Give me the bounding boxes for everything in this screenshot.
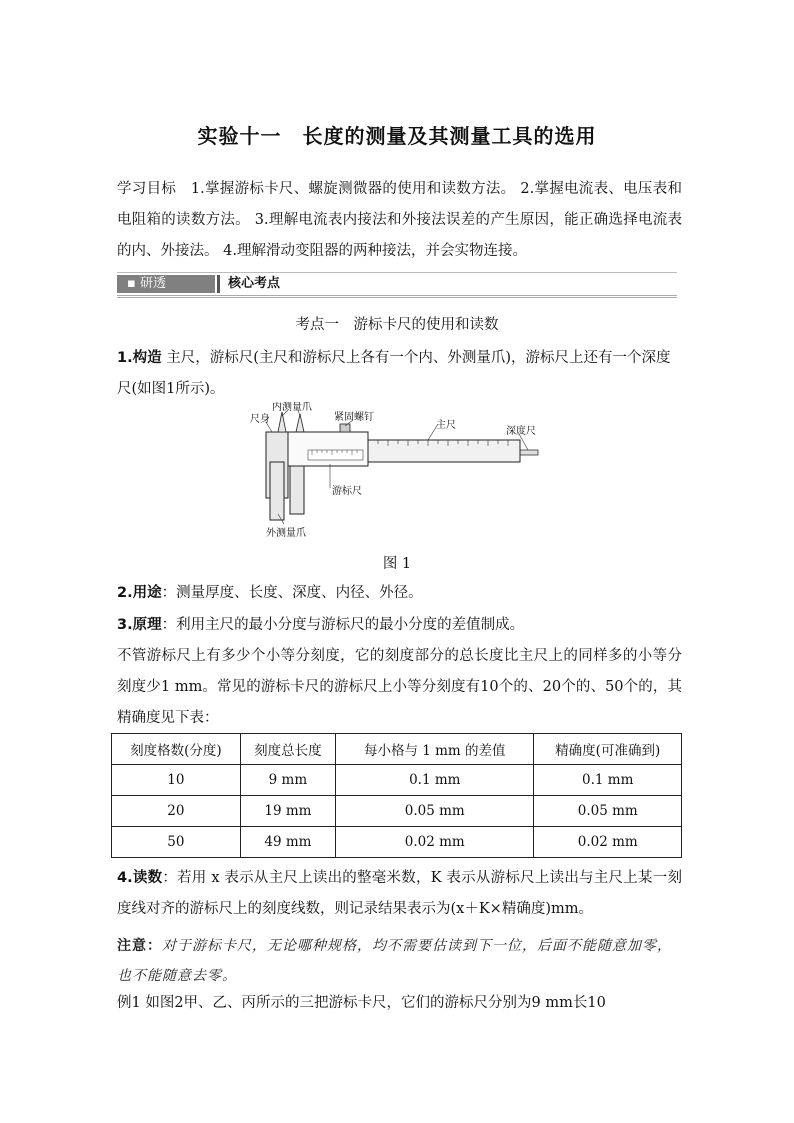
item-structure-text: 主尺，游标尺(主尺和游标尺上各有一个内、外测量爪)，游标尺上还有一个深度尺(如图1所示)。 (117, 350, 671, 397)
note-label: 注意： (117, 938, 162, 954)
item-principle-label: 3.原理 (117, 617, 162, 633)
table-header: 精确度(可准确到) (534, 734, 682, 765)
precision-table (111, 733, 682, 858)
caliper-figure (248, 402, 548, 542)
label-outer-jaw: 外测量爪 (266, 528, 306, 539)
item-usage-label: 2.用途 (117, 585, 162, 601)
example-1: 例1 如图2甲、乙、丙所示的三把游标卡尺，它们的游标尺分别为9 mm长10 (117, 995, 606, 1011)
label-main-scale: 主尺 (436, 420, 456, 431)
label-inner-jaw: 内测量爪 (272, 402, 312, 413)
doc-title: 实验十一 长度的测量及其测量工具的选用 (197, 124, 597, 148)
label-vernier: 游标尺 (332, 486, 362, 497)
item-principle (117, 610, 682, 641)
item-usage-text: ：测量厚度、长度、深度、内径、外径。 (161, 585, 423, 601)
figure-caption: 图 1 (382, 556, 412, 572)
table-cell: 20 (112, 796, 241, 827)
item-structure-label: 1.构造 (117, 350, 162, 366)
banner-heading: 核心考点 (217, 275, 288, 293)
label-depth-rod: 深度尺 (506, 426, 536, 437)
note-text: 对于游标卡尺，无论哪种规格，均不需要估读到下一位，后面不能随意加零，也不能随意去零。 (117, 938, 672, 984)
item-principle-text: ：利用主尺的最小分度与游标尺的最小分度的差值制成。 (161, 617, 525, 633)
kaodian-title: 考点一 游标卡尺的使用和读数 (295, 317, 499, 333)
table-cell: 0.1 mm (336, 765, 534, 796)
table-header: 刻度总长度 (240, 734, 335, 765)
table-cell: 9 mm (240, 765, 335, 796)
table-cell: 19 mm (240, 796, 335, 827)
table-cell: 50 (112, 827, 241, 858)
note (117, 931, 682, 991)
principle-detail: 不管游标尺上有多少个小等分刻度，它的刻度部分的总长度比主尺上的同样多的小等分刻度少1 mm。常见的游标卡尺的游标尺上小等分刻度有10个的、20个的、50个的，其精确度见下表： (117, 648, 682, 726)
caliper-diagram (248, 402, 548, 542)
section-banner (117, 272, 677, 298)
table-cell: 10 (112, 765, 241, 796)
table-row (112, 827, 682, 858)
table-header-row (112, 734, 682, 765)
item-reading (117, 863, 682, 925)
table-cell: 0.1 mm (534, 765, 682, 796)
table-cell: 0.02 mm (336, 827, 534, 858)
item-reading-label: 4.读数 (117, 870, 163, 886)
banner-tag: ▪ 研透 (117, 275, 215, 293)
table-cell: 0.02 mm (534, 827, 682, 858)
label-screw: 紧固螺钉 (334, 412, 374, 423)
table-row (112, 796, 682, 827)
table-header: 每小格与 1 mm 的差值 (336, 734, 534, 765)
label-ruler-body: 尺身 (250, 414, 270, 425)
item-reading-text: ：若用 x 表示从主尺上读出的整毫米数，K 表示从游标尺上读出与主尺上某一刻度线对齐的游标尺上的刻度线数，则记录结果表示为(x＋K×精确度)mm。 (117, 870, 682, 917)
table-cell: 49 mm (240, 827, 335, 858)
table-row (112, 765, 682, 796)
table-cell: 0.05 mm (336, 796, 534, 827)
item-structure (117, 343, 682, 405)
table-header: 刻度格数(分度) (112, 734, 241, 765)
table-cell: 0.05 mm (534, 796, 682, 827)
learning-goals: 学习目标 1.掌握游标卡尺、螺旋测微器的使用和读数方法。 2.掌握电流表、电压表和电阻箱的读数方法。 3.理解电流表内接法和外接法误差的产生原因，能正确选择电流表的内、外接法。 4.理解滑动变阻器的两种接法，并会实物连接。 (117, 181, 682, 259)
item-usage (117, 578, 682, 609)
